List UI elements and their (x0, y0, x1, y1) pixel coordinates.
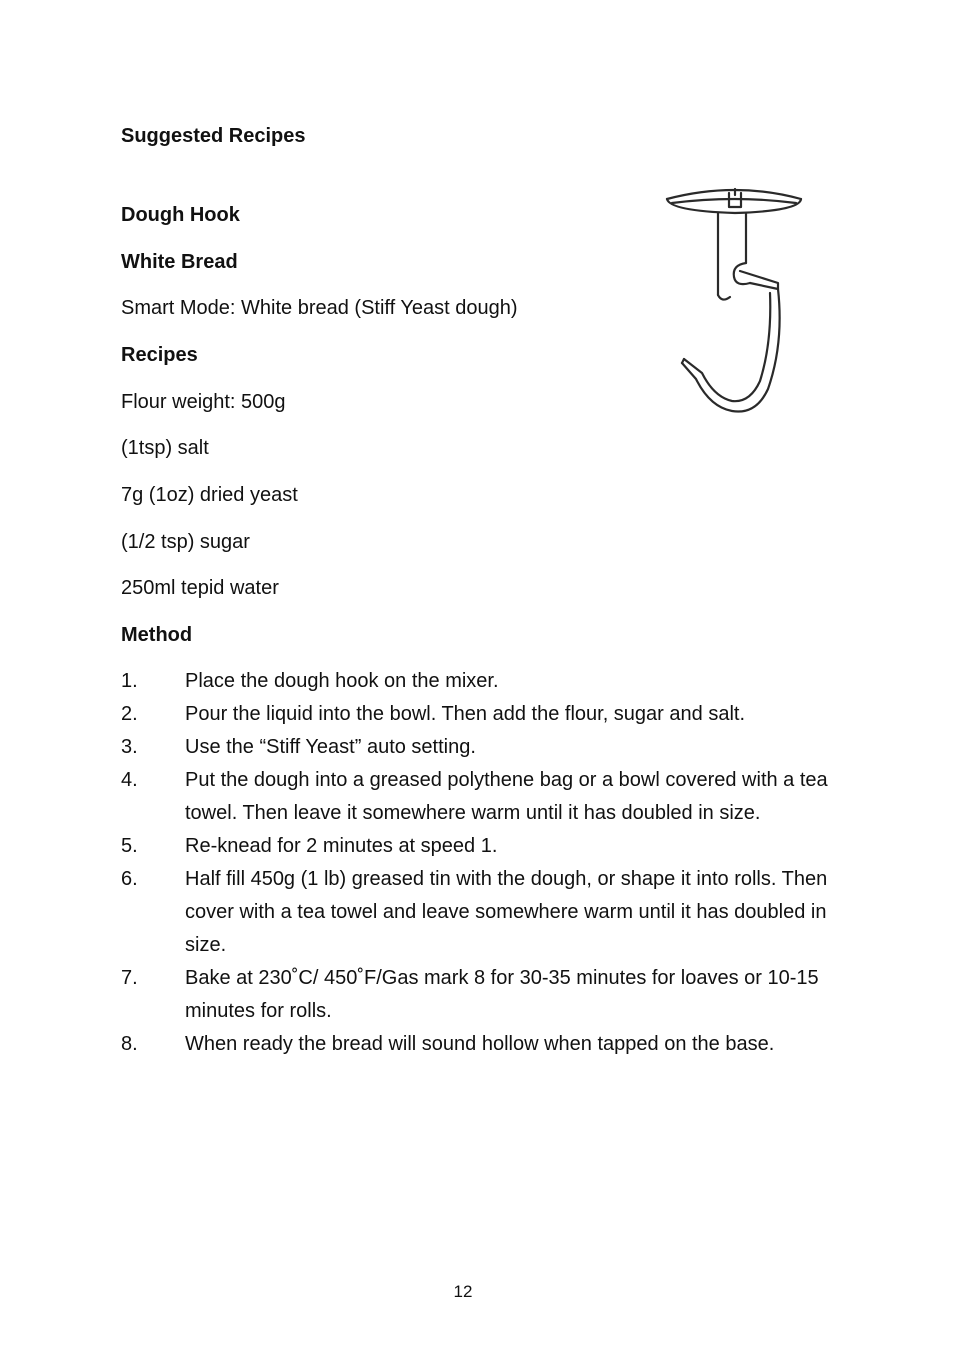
ingredient-item: Flour weight: 500g (121, 391, 286, 413)
section-heading: Suggested Recipes (121, 125, 306, 147)
step-number: 2. (121, 703, 138, 725)
dough-hook-icon (660, 183, 810, 423)
ingredient-item: (1tsp) salt (121, 437, 209, 459)
ingredient-item: (1/2 tsp) sugar (121, 531, 250, 553)
step-text: Put the dough into a greased polythene bag or a bowl covered with a tea towel. Then leave it somewhere warm until it has doubled in size. (185, 769, 828, 824)
attachment-heading: Dough Hook (121, 204, 240, 226)
step-number: 3. (121, 736, 138, 758)
step-number: 5. (121, 835, 138, 857)
step-text: Use the “Stiff Yeast” auto setting. (185, 736, 476, 758)
smart-mode-text: Smart Mode: White bread (Stiff Yeast dough) (121, 297, 518, 319)
ingredient-item: 7g (1oz) dried yeast (121, 484, 298, 506)
step-text: Bake at 230˚C/ 450˚F/Gas mark 8 for 30-35 minutes for loaves or 10-15 minutes for rolls. (185, 967, 819, 1022)
step-text: Pour the liquid into the bowl. Then add the flour, sugar and salt. (185, 703, 745, 725)
step-text: Half fill 450g (1 lb) greased tin with the dough, or shape it into rolls. Then cover with a tea towel and leave somewhere warm until it has doubled in size. (185, 868, 828, 956)
step-number: 7. (121, 967, 138, 989)
method-heading: Method (121, 624, 193, 646)
step-number: 4. (121, 769, 138, 791)
step-text: When ready the bread will sound hollow when tapped on the base. (185, 1033, 775, 1055)
step-number: 8. (121, 1033, 138, 1055)
step-text: Re-knead for 2 minutes at speed 1. (185, 835, 498, 857)
page-number: 12 (453, 1282, 473, 1301)
recipe-title: White Bread (121, 251, 238, 273)
ingredient-item: 250ml tepid water (121, 577, 279, 599)
ingredients-heading: Recipes (121, 344, 198, 366)
step-number: 1. (121, 670, 138, 692)
step-number: 6. (121, 868, 138, 890)
step-text: Place the dough hook on the mixer. (185, 670, 499, 692)
